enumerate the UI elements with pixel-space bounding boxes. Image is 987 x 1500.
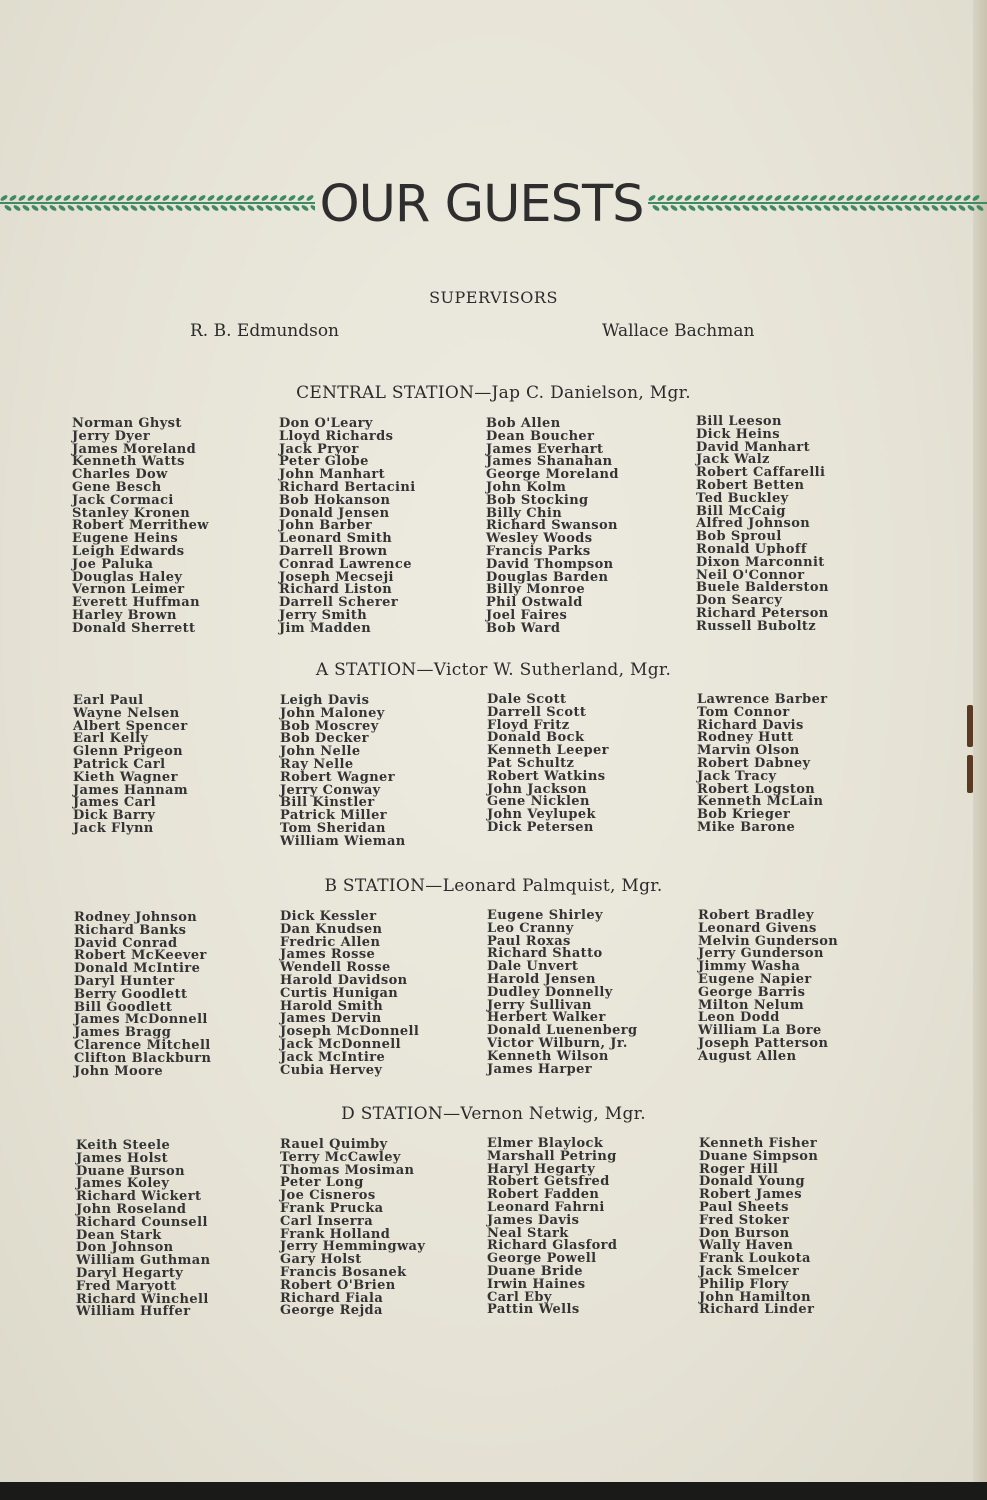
name-column bbox=[72, 418, 209, 636]
name-column bbox=[280, 1139, 425, 1318]
guest-name: Philip Flory bbox=[699, 1276, 789, 1292]
guest-name: Marshall Petring bbox=[487, 1148, 617, 1164]
name-column bbox=[280, 911, 419, 1077]
guest-name: Darrell Brown bbox=[279, 543, 388, 559]
guest-name: Richard Liston bbox=[279, 582, 393, 598]
guest-name: Bob Krieger bbox=[697, 807, 791, 823]
guest-name: Patrick Miller bbox=[280, 808, 388, 824]
guest-name: Duane Simpson bbox=[699, 1148, 819, 1164]
guest-name: Buele Balderston bbox=[696, 580, 829, 596]
guest-name: John Barber bbox=[279, 518, 373, 534]
guest-name: Haryl Hegarty bbox=[487, 1161, 596, 1177]
guest-name: Leigh Edwards bbox=[72, 543, 185, 559]
guest-name: Daryl Hunter bbox=[74, 973, 175, 989]
station-heading-d: D STATION—Vernon Netwig, Mgr. bbox=[341, 1104, 646, 1124]
guest-name: John Jackson bbox=[487, 781, 587, 797]
guest-name: Bob Hokanson bbox=[279, 492, 391, 508]
guest-name: Wesley Woods bbox=[486, 531, 593, 547]
guest-name: Wayne Nelsen bbox=[73, 705, 180, 721]
guest-name: Tom Connor bbox=[697, 704, 790, 720]
guest-name: Clarence Mitchell bbox=[74, 1037, 211, 1053]
guest-name: Mike Barone bbox=[697, 819, 796, 835]
name-column bbox=[697, 694, 828, 835]
guest-name: Leo Cranny bbox=[487, 920, 574, 936]
guest-name: William Guthman bbox=[76, 1253, 211, 1269]
guest-name: Don O'Leary bbox=[279, 416, 373, 431]
guest-name: Richard Linder bbox=[699, 1302, 815, 1318]
guest-name: Rodney Johnson bbox=[74, 910, 198, 925]
guest-name: Bob Ward bbox=[486, 620, 561, 636]
name-column bbox=[487, 1138, 617, 1317]
guest-name: Paul Sheets bbox=[699, 1199, 789, 1215]
guest-name: James Bragg bbox=[74, 1025, 172, 1041]
guest-name: James McDonnell bbox=[74, 1012, 208, 1028]
guest-name: Eugene Heins bbox=[72, 531, 179, 547]
guest-name: Berry Goodlett bbox=[74, 986, 188, 1002]
guest-name: James Holst bbox=[76, 1150, 169, 1166]
guest-name: George Rejda bbox=[280, 1303, 383, 1319]
guest-name: Robert Logston bbox=[697, 781, 816, 797]
guest-name: Leonard Smith bbox=[279, 531, 393, 547]
guest-name: Bill Leeson bbox=[696, 414, 782, 429]
guest-name: Leonard Givens bbox=[698, 920, 817, 936]
guest-name: Richard Wickert bbox=[76, 1189, 202, 1205]
guest-name: August Allen bbox=[698, 1048, 797, 1064]
guest-name: Wally Haven bbox=[699, 1238, 794, 1254]
guest-name: Neal Stark bbox=[487, 1225, 569, 1241]
guest-name: Leonard Fahrni bbox=[487, 1199, 605, 1215]
guest-name: Alfred Johnson bbox=[696, 516, 811, 532]
guest-name: Joseph McDonnell bbox=[280, 1024, 420, 1040]
guest-name: Bill Goodlett bbox=[74, 999, 173, 1015]
guest-name: Peter Long bbox=[280, 1175, 364, 1191]
guest-name: Bob Stocking bbox=[486, 492, 589, 508]
guest-name: Roger Hill bbox=[699, 1161, 779, 1177]
guest-name: Donald Jensen bbox=[279, 505, 390, 521]
guest-name: Joe Paluka bbox=[72, 556, 154, 572]
guest-name: William Huffer bbox=[76, 1304, 191, 1320]
guest-name: Frank Holland bbox=[280, 1226, 391, 1242]
guest-name: Leigh Davis bbox=[280, 693, 370, 708]
name-column bbox=[698, 910, 838, 1064]
guest-name: Russell Buboltz bbox=[696, 618, 817, 634]
guest-name: Terry McCawley bbox=[280, 1149, 401, 1165]
guest-name: Bob Decker bbox=[280, 731, 369, 747]
guest-name: Jimmy Washa bbox=[698, 959, 801, 975]
guest-name: Patrick Carl bbox=[73, 756, 166, 772]
guest-name: John Maloney bbox=[280, 705, 385, 721]
guest-name: Marvin Olson bbox=[697, 743, 800, 759]
guest-name: Dale Scott bbox=[487, 692, 567, 707]
guest-name: Jerry Sullivan bbox=[487, 997, 592, 1013]
guest-name: William Wieman bbox=[280, 833, 406, 849]
guest-name: Jack Walz bbox=[696, 452, 770, 468]
guest-name: Lawrence Barber bbox=[697, 692, 828, 707]
guest-name: Kenneth McLain bbox=[697, 794, 824, 810]
guest-name: James Davis bbox=[487, 1212, 580, 1228]
guest-name: Jerry Smith bbox=[279, 607, 368, 623]
guest-name: Richard Winchell bbox=[76, 1291, 209, 1307]
guest-name: Carl Inserra bbox=[280, 1213, 374, 1229]
guest-name: Richard Davis bbox=[697, 717, 804, 733]
guest-name: Robert Dabney bbox=[697, 755, 811, 771]
guest-name: James Koley bbox=[76, 1176, 170, 1192]
page-header bbox=[0, 170, 987, 240]
guest-name: Dale Unvert bbox=[487, 959, 579, 975]
guest-name: Norman Ghyst bbox=[72, 416, 182, 431]
guest-name: Harold Davidson bbox=[280, 972, 408, 988]
guest-name: James Dervin bbox=[280, 1011, 382, 1027]
guest-name: Joseph Patterson bbox=[698, 1035, 829, 1051]
name-column bbox=[487, 694, 609, 835]
guest-name: Kenneth Fisher bbox=[699, 1136, 818, 1151]
guest-name: Charles Dow bbox=[72, 467, 168, 483]
guest-name: Daryl Hegarty bbox=[76, 1265, 184, 1281]
guest-name: Duane Burson bbox=[76, 1163, 185, 1179]
guest-name: Vernon Leimer bbox=[72, 582, 185, 598]
guest-name: Peter Globe bbox=[279, 454, 369, 470]
guest-name: Paul Roxas bbox=[487, 933, 571, 949]
guest-name: Robert James bbox=[699, 1187, 802, 1203]
guest-name: Rodney Hutt bbox=[697, 730, 794, 746]
guest-name: Bob Moscrey bbox=[280, 718, 379, 734]
guest-name: Darrell Scott bbox=[487, 704, 587, 720]
guest-name: James Rosse bbox=[280, 947, 376, 963]
guest-name: James Hannam bbox=[73, 782, 189, 798]
guest-name: Billy Monroe bbox=[486, 582, 585, 598]
guest-name: Dick Petersen bbox=[487, 819, 594, 835]
guest-name: Jim Madden bbox=[279, 620, 372, 636]
guest-name: Kenneth Leeper bbox=[487, 743, 609, 759]
guest-name: James Harper bbox=[487, 1061, 593, 1077]
guest-name: Donald Young bbox=[699, 1174, 805, 1190]
supervisor-name: R. B. Edmundson bbox=[190, 321, 340, 341]
guest-name: Duane Bride bbox=[487, 1263, 583, 1279]
guest-name: Neil O'Connor bbox=[696, 567, 805, 583]
guest-name: Jack Tracy bbox=[697, 768, 777, 784]
supervisors-heading: SUPERVISORS bbox=[429, 288, 558, 307]
guest-name: Thomas Mosiman bbox=[280, 1162, 415, 1178]
binding-tab bbox=[967, 705, 973, 747]
guest-name: Jerry Gunderson bbox=[698, 946, 824, 962]
guest-name: Robert Caffarelli bbox=[696, 465, 826, 481]
station-heading-a: A STATION—Victor W. Sutherland, Mgr. bbox=[315, 660, 672, 680]
guest-name: Carl Eby bbox=[487, 1289, 552, 1305]
guest-name: Clifton Blackburn bbox=[74, 1050, 212, 1066]
guest-name: Jerry Dyer bbox=[72, 428, 151, 444]
guest-name: Bill Kinstler bbox=[280, 795, 375, 811]
guest-name: Richard Swanson bbox=[486, 518, 618, 534]
guest-name: Tom Sheridan bbox=[280, 820, 386, 836]
guest-name: Harley Brown bbox=[72, 607, 177, 623]
guest-name: Robert Watkins bbox=[487, 768, 606, 784]
guest-name: Cubia Hervey bbox=[280, 1062, 383, 1078]
laurel-vine-right-icon bbox=[648, 190, 987, 216]
guest-name: George Moreland bbox=[486, 467, 619, 483]
guest-name: David Manhart bbox=[696, 439, 810, 455]
guest-name: Richard Shatto bbox=[487, 946, 603, 962]
guest-name: Robert Fadden bbox=[487, 1187, 600, 1203]
guest-name: Dick Heins bbox=[696, 426, 780, 442]
guest-name: Ted Buckley bbox=[696, 490, 789, 506]
guest-name: John Kolm bbox=[486, 479, 567, 495]
guest-name: Jack McDonnell bbox=[280, 1036, 401, 1052]
guest-name: Richard Fiala bbox=[280, 1290, 384, 1306]
guest-name: Richard Bertacini bbox=[279, 479, 416, 495]
guest-name: George Powell bbox=[487, 1251, 597, 1267]
guest-name: John Hamilton bbox=[699, 1289, 811, 1305]
guest-name: Earl Kelly bbox=[73, 731, 149, 747]
laurel-vine-left-icon bbox=[0, 190, 315, 216]
guest-name: Elmer Blaylock bbox=[487, 1136, 604, 1151]
name-column bbox=[279, 418, 416, 636]
page-bottom-edge bbox=[0, 1482, 987, 1500]
guest-name: Kieth Wagner bbox=[73, 769, 178, 785]
guest-name: Gene Besch bbox=[72, 479, 162, 495]
guest-name: Dan Knudsen bbox=[280, 921, 383, 937]
guest-name: Fred Maryott bbox=[76, 1278, 177, 1294]
guest-name: Frank Prucka bbox=[280, 1200, 384, 1216]
guest-name: David Thompson bbox=[486, 556, 614, 572]
guest-name: Rauel Quimby bbox=[280, 1137, 388, 1152]
guest-name: Dick Kessler bbox=[280, 909, 377, 924]
guest-name: Richard Banks bbox=[74, 922, 187, 938]
guest-name: James Shanahan bbox=[486, 454, 613, 470]
guest-name: John Roseland bbox=[76, 1201, 187, 1217]
guest-name: John Manhart bbox=[279, 467, 386, 483]
guest-name: Donald Bock bbox=[487, 730, 585, 746]
guest-name: Dean Stark bbox=[76, 1227, 162, 1243]
guest-name: Irwin Haines bbox=[487, 1276, 586, 1292]
guest-name: Dudley Donnelly bbox=[487, 984, 613, 1000]
guest-name: Kenneth Watts bbox=[72, 454, 185, 470]
guest-name: Robert O'Brien bbox=[280, 1277, 396, 1293]
guest-name: Robert Getsfred bbox=[487, 1174, 610, 1190]
guest-name: Robert Wagner bbox=[280, 769, 395, 785]
guest-name: Dean Boucher bbox=[486, 428, 595, 444]
guest-name: Gene Nicklen bbox=[487, 794, 590, 810]
guest-name: Conrad Lawrence bbox=[279, 556, 412, 572]
guest-name: Stanley Kronen bbox=[72, 505, 191, 521]
guest-name: John Nelle bbox=[280, 744, 361, 760]
guest-name: John Moore bbox=[74, 1063, 164, 1079]
guest-name: Lloyd Richards bbox=[279, 428, 394, 444]
name-column bbox=[76, 1140, 210, 1319]
guest-name: Leon Dodd bbox=[698, 1010, 780, 1026]
guest-name: Don Johnson bbox=[76, 1240, 174, 1256]
guest-name: Jerry Hemmingway bbox=[280, 1239, 426, 1255]
guest-name: Jack McIntire bbox=[280, 1049, 386, 1065]
guest-name: Douglas Haley bbox=[72, 569, 183, 585]
guest-name: Don Burson bbox=[699, 1225, 790, 1241]
name-column bbox=[73, 695, 188, 836]
guest-name: Don Searcy bbox=[696, 593, 783, 609]
guest-name: Frank Loukota bbox=[699, 1251, 811, 1267]
guest-name: David Conrad bbox=[74, 935, 178, 951]
guest-name: Jack Flynn bbox=[73, 820, 154, 836]
guest-name: Jack Pryor bbox=[279, 441, 359, 457]
guest-name: Pattin Wells bbox=[487, 1302, 580, 1318]
name-column bbox=[699, 1138, 818, 1317]
guest-name: William La Bore bbox=[698, 1023, 822, 1039]
guest-name: John Veylupek bbox=[487, 807, 596, 823]
guest-name: Dixon Marconnit bbox=[696, 554, 825, 570]
station-heading-b: B STATION—Leonard Palmquist, Mgr. bbox=[324, 876, 663, 896]
guest-name: Ronald Uphoff bbox=[696, 541, 807, 557]
guest-name: Jerry Conway bbox=[280, 782, 381, 798]
guest-name: Bill McCaig bbox=[696, 503, 786, 519]
guest-name: Donald McIntire bbox=[74, 961, 201, 977]
guest-name: Harold Jensen bbox=[487, 971, 596, 987]
guest-name: Harold Smith bbox=[280, 998, 384, 1014]
guest-name: Fredric Allen bbox=[280, 934, 381, 950]
guest-name: Herbert Walker bbox=[487, 1010, 606, 1026]
guest-name: Richard Peterson bbox=[696, 605, 829, 621]
guest-name: Ray Nelle bbox=[280, 756, 354, 772]
station-heading-central: CENTRAL STATION—Jap C. Danielson, Mgr. bbox=[296, 383, 691, 403]
guest-name: Joe Cisneros bbox=[280, 1188, 376, 1204]
guest-name: James Carl bbox=[73, 795, 157, 811]
guest-name: Donald Luenenberg bbox=[487, 1023, 638, 1039]
guest-name: Robert Betten bbox=[696, 477, 805, 493]
guest-name: Dick Barry bbox=[73, 808, 156, 824]
guest-name: Billy Chin bbox=[486, 505, 563, 521]
supervisor-name: Wallace Bachman bbox=[602, 321, 755, 341]
guest-name: Donald Sherrett bbox=[72, 620, 196, 636]
guest-name: Darrell Scherer bbox=[279, 595, 399, 611]
guest-name: Gary Holst bbox=[280, 1252, 362, 1268]
guest-name: Bob Allen bbox=[486, 416, 561, 431]
name-column bbox=[486, 418, 619, 636]
guest-name: Jack Cormaci bbox=[72, 492, 174, 508]
guest-name: Kenneth Wilson bbox=[487, 1048, 609, 1064]
name-column bbox=[487, 910, 638, 1076]
name-column bbox=[280, 695, 406, 849]
guest-name: Wendell Rosse bbox=[280, 960, 391, 976]
guest-name: Eugene Shirley bbox=[487, 908, 603, 923]
guest-name: Albert Spencer bbox=[73, 718, 188, 734]
guest-name: James Everhart bbox=[486, 441, 604, 457]
guest-name: Melvin Gunderson bbox=[698, 933, 839, 949]
guest-name: Milton Nelum bbox=[698, 997, 805, 1013]
guest-name: Everett Huffman bbox=[72, 595, 200, 611]
guest-name: Fred Stoker bbox=[699, 1212, 790, 1228]
guest-name: Pat Schultz bbox=[487, 755, 575, 771]
guest-name: Phil Ostwald bbox=[486, 595, 583, 611]
name-column bbox=[74, 912, 211, 1078]
guest-name: Robert McKeever bbox=[74, 948, 207, 964]
guest-name: Francis Parks bbox=[486, 543, 591, 559]
guest-name: Richard Glasford bbox=[487, 1238, 618, 1254]
guest-name: Robert Bradley bbox=[698, 908, 814, 923]
guest-name: Floyd Fritz bbox=[487, 717, 570, 733]
page-title: OUR GUESTS bbox=[319, 175, 644, 234]
guest-name: Curtis Hunigan bbox=[280, 985, 399, 1001]
guest-name: Joel Faires bbox=[486, 607, 568, 623]
guest-name: Francis Bosanek bbox=[280, 1264, 407, 1280]
guest-name: Bob Sproul bbox=[696, 529, 782, 545]
guest-name: Keith Steele bbox=[76, 1138, 171, 1153]
guest-name: Earl Paul bbox=[73, 693, 144, 708]
guest-name: George Barris bbox=[698, 984, 806, 1000]
guest-name: Douglas Barden bbox=[486, 569, 609, 585]
guest-name: Eugene Napier bbox=[698, 971, 812, 987]
guest-name: James Moreland bbox=[72, 441, 197, 457]
guest-name: Richard Counsell bbox=[76, 1214, 208, 1230]
name-column bbox=[696, 416, 829, 634]
guest-name: Joseph Mecseji bbox=[279, 569, 394, 585]
binding-tab bbox=[967, 755, 973, 793]
guest-name: Victor Wilburn, Jr. bbox=[487, 1035, 628, 1051]
guest-name: Jack Smelcer bbox=[699, 1263, 800, 1279]
guest-name: Glenn Prigeon bbox=[73, 744, 183, 760]
guest-name: Robert Merrithew bbox=[72, 518, 209, 534]
